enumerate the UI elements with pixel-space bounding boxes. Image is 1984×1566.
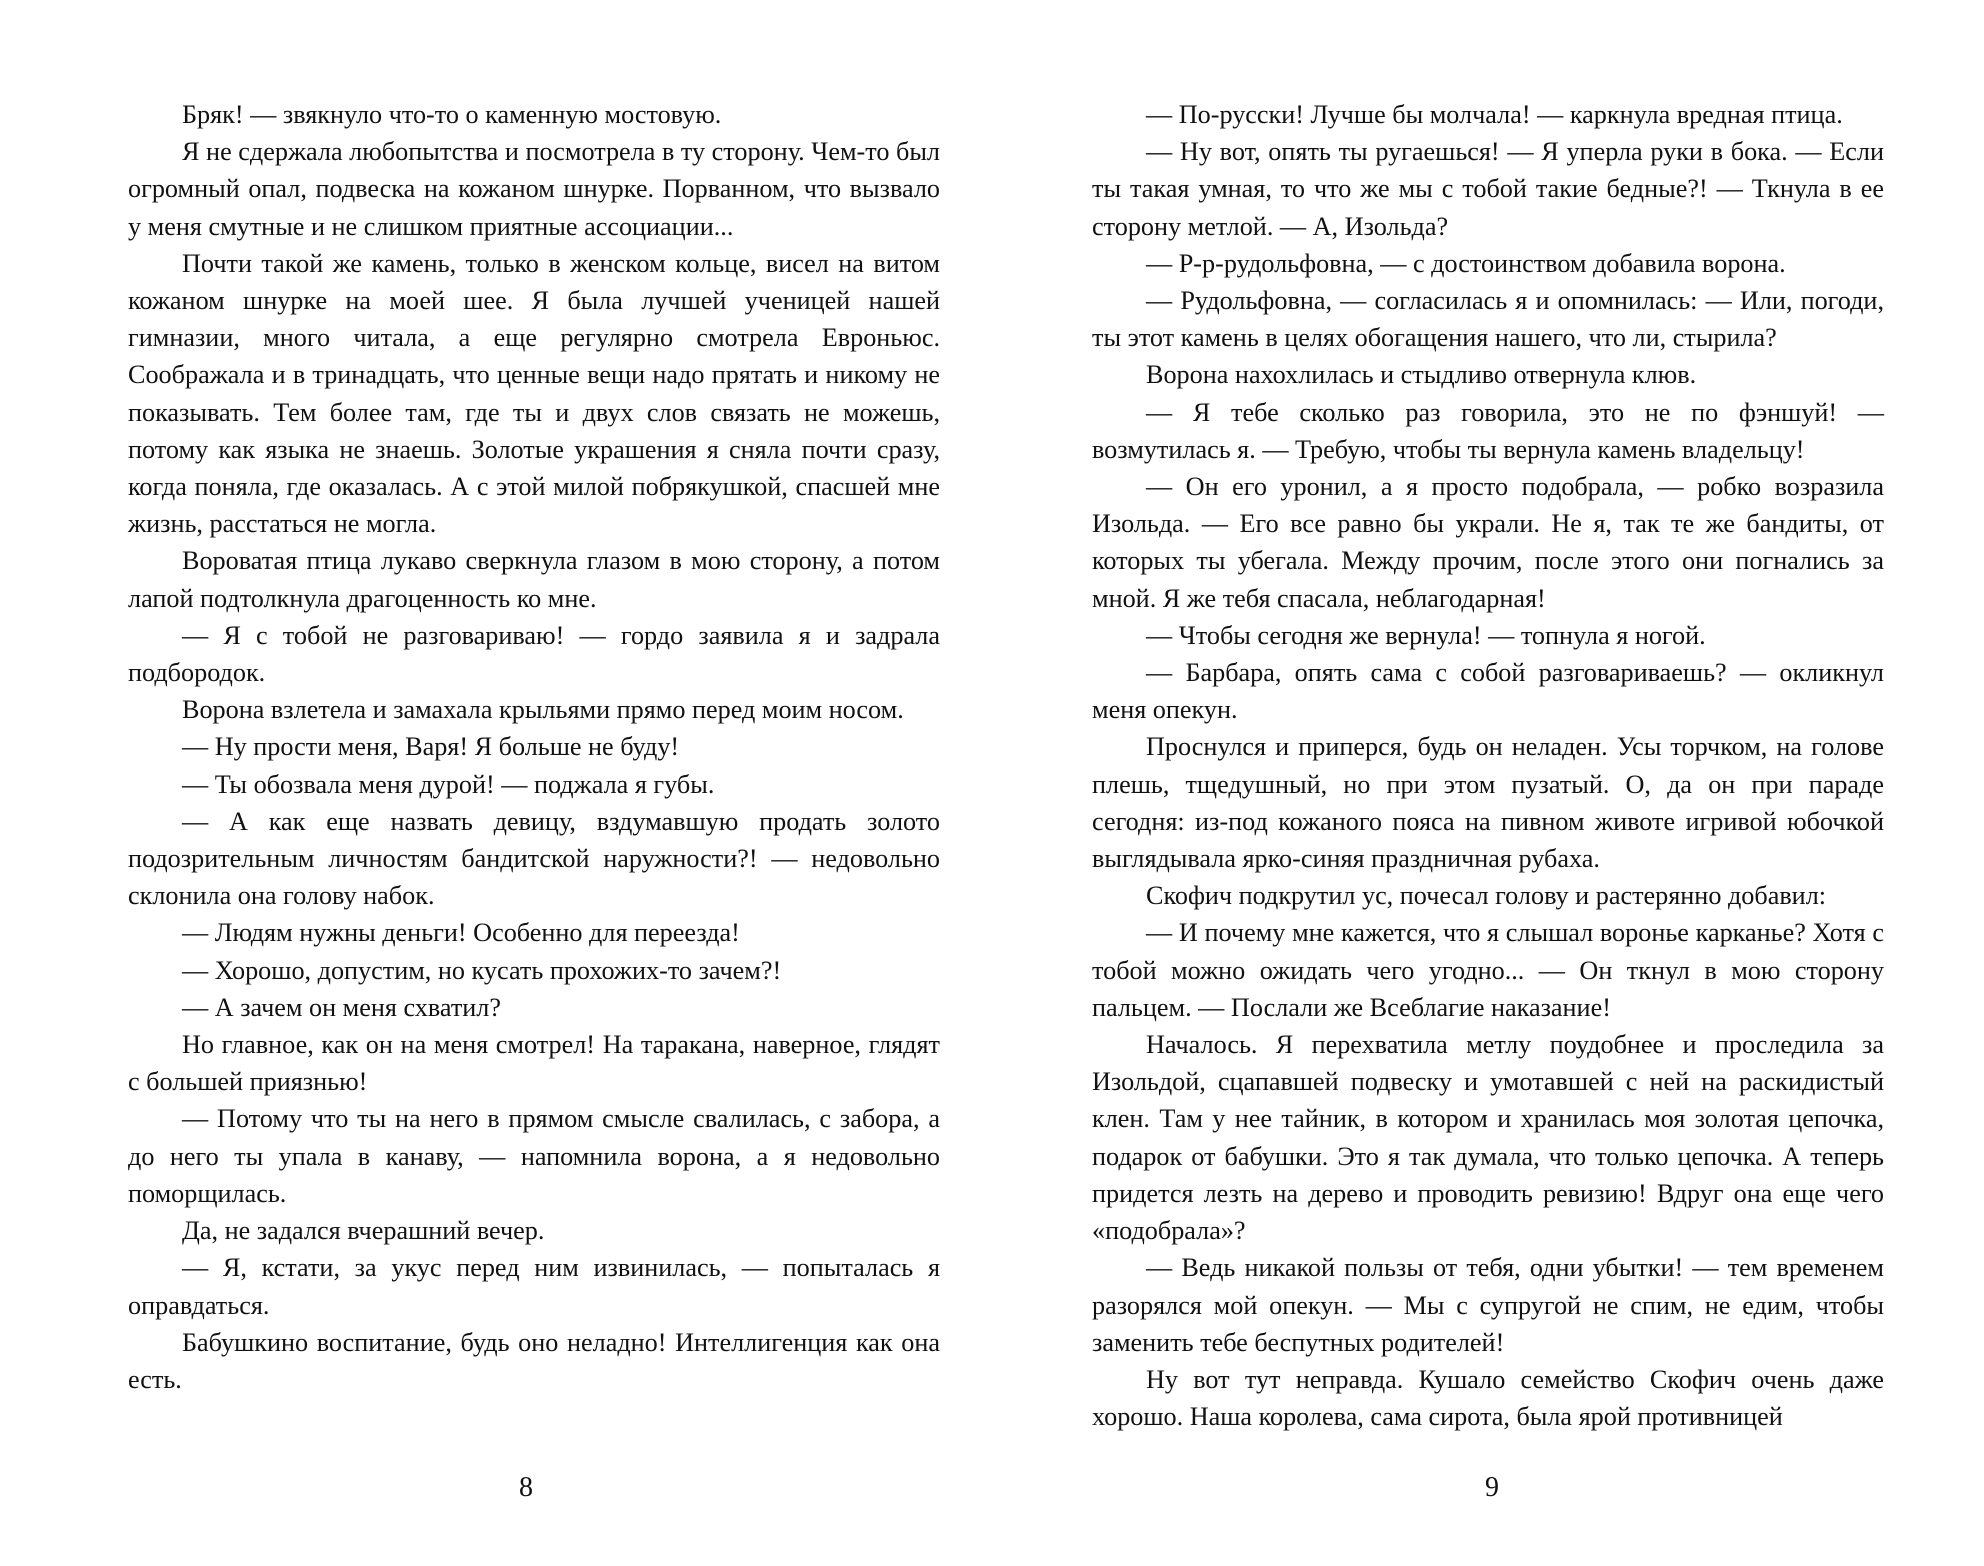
paragraph: Почти такой же камень, только в женском кольце, висел на витом кожаном шнурке на моей шее. Я была лучшей ученицей нашей гимназии, много читала, а еще регулярно смотрела Евроньюс. Соображала и в тринадцать, что ценные вещи надо прятать и никому не показывать. Тем более там, где ты и двух слов связать не можешь, потому как языка не знаешь. Золотые украшения я сняла почти сразу, когда поняла, где оказалась. А с этой милой побрякушкой, спасшей мне жизнь, расстаться не могла. (128, 248, 940, 539)
paragraph: — Он его уронил, а я просто подобрала, — робко возразила Изольда. — Его все равно бы украли. Не я, так те же бандиты, от которых ты убегала. Между прочим, после этого они погнались за мной. Я же тебя спасала, неблагодарная! (1092, 472, 1884, 613)
paragraph: — И почему мне кажется, что я слышал воронье карканье? Хотя с тобой можно ожидать чего угодно... — Он ткнул в мою сторону пальцем. — Послали же Всеблагие наказание! (1092, 918, 1884, 1022)
paragraph: — Р-р-рудольфовна, — с достоинством добавила ворона. (1146, 248, 1786, 278)
paragraph: Ворона взлетела и замахала крыльями прямо перед моим носом. (182, 695, 904, 725)
left-page (128, 96, 940, 1398)
paragraph: — Потому что ты на него в прямом смысле свалилась, с забора, а до него ты упала в канаву, — напомнила ворона, а я недовольно поморщилась. (128, 1104, 940, 1208)
paragraph: — Ну прости меня, Варя! Я больше не буду! (182, 732, 680, 762)
paragraph: Вороватая птица лукаво сверкнула глазом в мою сторону, а потом лапой подтолкнула драгоценность ко мне. (128, 546, 940, 613)
paragraph: Скофич подкрутил ус, почесал голову и растерянно добавил: (1146, 881, 1827, 911)
paragraph: — Людям нужны деньги! Особенно для переезда! (182, 918, 740, 948)
paragraph: Ну вот тут неправда. Кушало семейство Скофич очень даже хорошо. Наша королева, сама сирота, была ярой противницей (1092, 1364, 1884, 1432)
paragraph: Началось. Я перехватила метлу поудобнее и проследила за Изольдой, сцапавшей подвеску и умотавшей с ней на раскидистый клен. Там у нее тайник, в котором и хранилась моя золотая цепочка, подарок от бабушки. Это я так думала, что только цепочка. А теперь придется лезть на дерево и проводить ревизию! Вдруг она еще чего «подобрала»? (1092, 1030, 1884, 1246)
paragraph: Да, не задался вчерашний вечер. (182, 1216, 545, 1246)
page-number-left: 8 (519, 1472, 533, 1503)
paragraph: — Рудольфовна, — согласилась я и опомнилась: — Или, погоди, ты этот камень в целях обогащения нашего, что ли, стырила? (1092, 286, 1884, 353)
paragraph: — Я с тобой не разговариваю! — гордо заявила я и задрала подбородок. (128, 620, 940, 688)
paragraph: Бряк! — звякнуло что-то о каменную мостовую. (182, 100, 722, 129)
paragraph: — Я тебе сколько раз говорила, это не по фэншуй! — возмутилась я. — Требую, чтобы ты вернула камень владельцу! (1092, 397, 1884, 464)
paragraph: Ворона нахохлилась и стыдливо отвернула клюв. (1146, 360, 1697, 390)
paragraph: — Ты обозвала меня дурой! — поджала я губы. (182, 769, 715, 799)
paragraph: Проснулся и приперся, будь он неладен. Усы торчком, на голове плешь, тщедушный, но при этом пузатый. О, да он при параде сегодня: из-под кожаного пояса на пивном животе игривой юбочкой выглядывала ярко-синяя праздничная рубаха. (1092, 732, 1884, 874)
paragraph: — Ну вот, опять ты ругаешься! — Я уперла руки в бока. — Если ты такая умная, то что же мы с тобой такие бедные?! — Ткнула в ее сторону метлой. — А, Изольда? (1092, 137, 1884, 241)
right-page (1092, 96, 1884, 1435)
page-number-right: 9 (1485, 1472, 1499, 1503)
paragraph: — Ведь никакой пользы от тебя, одни убытки! — тем временем разорялся мой опекун. — Мы с супругой не спим, не едим, чтобы заменить тебе беспутных родителей! (1092, 1253, 1884, 1357)
paragraph: — Барбара, опять сама с собой разговариваешь? — окликнул меня опекун. (1092, 658, 1884, 725)
paragraph: Я не сдержала любопытства и посмотрела в ту сторону. Чем-то был огромный опал, подвеска на кожаном шнурке. Порванном, что вызвало у меня смутные и не слишком приятные ассоциации... (128, 137, 940, 241)
paragraph: — Я, кстати, за укус перед ним извинилась, — попыталась я оправдаться. (128, 1253, 940, 1320)
paragraph: — Хорошо, допустим, но кусать прохожих-то зачем?! (182, 955, 782, 985)
paragraph: — А как еще назвать девицу, вздумавшую продать золото подозрительным личностям бандитской наружности?! — недовольно склонила она голову набок. (128, 806, 940, 911)
paragraph: — По-русски! Лучше бы молчала! — каркнула вредная птица. (1146, 100, 1843, 129)
paragraph: — А зачем он меня схватил? (182, 992, 501, 1022)
paragraph: — Чтобы сегодня же вернула! — топнула я ногой. (1146, 620, 1706, 650)
paragraph: Но главное, как он на меня смотрел! На таракана, наверное, глядят с большей приязнью! (128, 1030, 940, 1097)
paragraph: Бабушкино воспитание, будь оно неладно! Интеллигенция как она есть. (128, 1327, 940, 1394)
